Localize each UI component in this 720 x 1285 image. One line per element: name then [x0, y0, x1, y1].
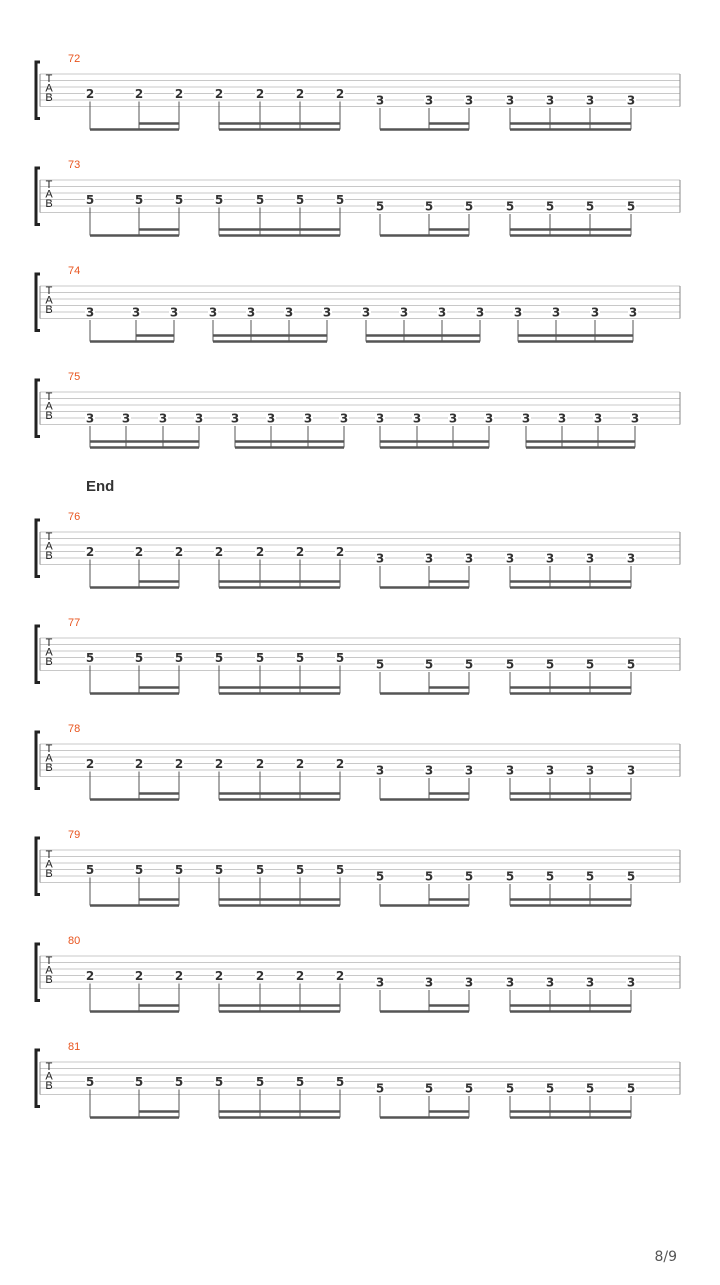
fret-number: 5: [134, 651, 144, 665]
tab-clef-letter: T: [45, 73, 53, 85]
fret-number: 3: [505, 551, 515, 566]
fret-number: 3: [322, 305, 332, 320]
tab-clef-letter: B: [45, 410, 53, 422]
fret-number: 3: [464, 975, 474, 990]
fret-number: 3: [375, 411, 385, 426]
fret-number: 3: [545, 551, 555, 566]
fret-number: 3: [626, 551, 636, 566]
fret-number: 5: [545, 657, 555, 672]
fret-number: 5: [295, 193, 305, 207]
tab-clef-letter: A: [45, 82, 53, 95]
fret-number: 3: [424, 551, 434, 566]
fret-number: 3: [85, 411, 95, 426]
page-number: 8/9: [654, 1249, 677, 1265]
fret-number: 3: [585, 763, 595, 778]
fret-number: 3: [131, 305, 141, 320]
tab-clef-letter: T: [45, 955, 53, 967]
section-label-end: End: [86, 478, 115, 495]
fret-number: 2: [255, 545, 265, 559]
fret-number: 5: [335, 651, 345, 665]
fret-number: 3: [375, 551, 385, 566]
tab-clef-letter: A: [45, 858, 53, 871]
fret-number: 5: [464, 199, 474, 214]
fret-number: 2: [134, 757, 144, 771]
tab-clef-letter: B: [45, 762, 53, 774]
tab-clef-letter: A: [45, 646, 53, 659]
fret-number: 5: [626, 869, 636, 884]
staff-bracket: [36, 62, 40, 119]
fret-number: 3: [464, 93, 474, 108]
tab-clef-letter: T: [45, 531, 53, 543]
fret-number: 5: [505, 199, 515, 214]
fret-number: 5: [626, 657, 636, 672]
fret-number: 2: [295, 87, 305, 101]
fret-number: 2: [295, 545, 305, 559]
fret-number: 2: [214, 757, 224, 771]
measure-number: 75: [68, 371, 81, 383]
fret-number: 3: [375, 93, 385, 108]
fret-number: 5: [295, 863, 305, 877]
fret-number: 2: [134, 87, 144, 101]
fret-number: 5: [505, 869, 515, 884]
fret-number: 3: [557, 411, 567, 426]
staff-bracket: [36, 520, 40, 577]
measure-number: 81: [68, 1041, 81, 1053]
fret-number: 3: [412, 411, 422, 426]
fret-number: 5: [255, 1075, 265, 1089]
fret-number: 5: [134, 193, 144, 207]
measure-number: 79: [68, 829, 81, 841]
fret-number: 2: [174, 757, 184, 771]
measure-number: 77: [68, 617, 81, 629]
staff-bracket: [36, 1050, 40, 1107]
fret-number: 5: [85, 651, 95, 665]
fret-number: 2: [214, 969, 224, 983]
fret-number: 3: [361, 305, 371, 320]
measure-number: 76: [68, 511, 81, 523]
fret-number: 5: [424, 657, 434, 672]
tab-clef-letter: B: [45, 868, 53, 880]
fret-number: 5: [335, 1075, 345, 1089]
fret-number: 3: [375, 763, 385, 778]
fret-number: 5: [545, 199, 555, 214]
staff-bracket: [36, 380, 40, 437]
fret-number: 5: [134, 863, 144, 877]
staff-bracket: [36, 274, 40, 331]
fret-number: 5: [295, 651, 305, 665]
fret-number: 3: [230, 411, 240, 426]
tab-clef-letter: B: [45, 304, 53, 316]
fret-number: 3: [464, 551, 474, 566]
fret-number: 2: [85, 969, 95, 983]
fret-number: 5: [464, 869, 474, 884]
tab-clef-letter: A: [45, 964, 53, 977]
tab-clef-letter: T: [45, 637, 53, 649]
fret-number: 5: [424, 1081, 434, 1096]
fret-number: 5: [214, 651, 224, 665]
fret-number: 3: [424, 763, 434, 778]
fret-number: 3: [424, 93, 434, 108]
fret-number: 5: [134, 1075, 144, 1089]
fret-number: 2: [255, 87, 265, 101]
measure-number: 78: [68, 723, 81, 735]
fret-number: 5: [85, 193, 95, 207]
fret-number: 5: [214, 1075, 224, 1089]
fret-number: 3: [545, 975, 555, 990]
fret-number: 2: [255, 757, 265, 771]
fret-number: 2: [85, 757, 95, 771]
fret-number: 3: [513, 305, 523, 320]
fret-number: 3: [266, 411, 276, 426]
fret-number: 3: [630, 411, 640, 426]
fret-number: 3: [284, 305, 294, 320]
fret-number: 2: [335, 545, 345, 559]
fret-number: 2: [335, 757, 345, 771]
fret-number: 2: [85, 545, 95, 559]
fret-number: 2: [214, 545, 224, 559]
fret-number: 5: [375, 1081, 385, 1096]
fret-number: 2: [255, 969, 265, 983]
tab-clef-letter: B: [45, 198, 53, 210]
fret-number: 2: [295, 969, 305, 983]
fret-number: 3: [585, 975, 595, 990]
tab-clef-letter: B: [45, 1080, 53, 1092]
fret-number: 3: [399, 305, 409, 320]
tab-clef-letter: A: [45, 1070, 53, 1083]
fret-number: 2: [134, 969, 144, 983]
tab-clef-letter: T: [45, 849, 53, 861]
tab-clef-letter: B: [45, 974, 53, 986]
fret-number: 3: [593, 411, 603, 426]
fret-number: 5: [85, 863, 95, 877]
fret-number: 3: [158, 411, 168, 426]
fret-number: 3: [194, 411, 204, 426]
fret-number: 3: [303, 411, 313, 426]
fret-number: 5: [585, 1081, 595, 1096]
fret-number: 5: [545, 869, 555, 884]
fret-number: 3: [505, 93, 515, 108]
staff-bracket: [36, 944, 40, 1001]
tab-clef-letter: T: [45, 285, 53, 297]
fret-number: 3: [437, 305, 447, 320]
fret-number: 3: [590, 305, 600, 320]
tab-clef-letter: T: [45, 391, 53, 403]
fret-number: 5: [214, 193, 224, 207]
fret-number: 3: [475, 305, 485, 320]
fret-number: 3: [626, 763, 636, 778]
fret-number: 3: [169, 305, 179, 320]
tab-clef-letter: A: [45, 752, 53, 765]
fret-number: 3: [521, 411, 531, 426]
fret-number: 5: [255, 193, 265, 207]
fret-number: 2: [335, 969, 345, 983]
measure-number: 72: [68, 53, 81, 65]
fret-number: 3: [246, 305, 256, 320]
fret-number: 5: [375, 869, 385, 884]
tab-clef-letter: A: [45, 188, 53, 201]
staff-bracket: [36, 168, 40, 225]
fret-number: 3: [85, 305, 95, 320]
fret-number: 5: [255, 651, 265, 665]
fret-number: 3: [545, 763, 555, 778]
fret-number: 2: [134, 545, 144, 559]
tab-clef-letter: T: [45, 1061, 53, 1073]
tab-clef-letter: B: [45, 656, 53, 668]
tab-clef-letter: B: [45, 92, 53, 104]
fret-number: 5: [585, 199, 595, 214]
fret-number: 5: [585, 657, 595, 672]
fret-number: 3: [505, 975, 515, 990]
fret-number: 5: [174, 863, 184, 877]
fret-number: 2: [295, 757, 305, 771]
fret-number: 3: [551, 305, 561, 320]
staff-bracket: [36, 626, 40, 683]
fret-number: 2: [214, 87, 224, 101]
fret-number: 5: [464, 657, 474, 672]
fret-number: 5: [174, 193, 184, 207]
fret-number: 3: [585, 93, 595, 108]
fret-number: 5: [295, 1075, 305, 1089]
tab-clef-letter: T: [45, 743, 53, 755]
fret-number: 5: [464, 1081, 474, 1096]
fret-number: 3: [208, 305, 218, 320]
fret-number: 2: [174, 87, 184, 101]
fret-number: 5: [424, 869, 434, 884]
fret-number: 2: [174, 545, 184, 559]
fret-number: 5: [335, 863, 345, 877]
fret-number: 5: [85, 1075, 95, 1089]
measure-number: 73: [68, 159, 81, 171]
measure-number: 80: [68, 935, 81, 947]
fret-number: 3: [121, 411, 131, 426]
fret-number: 3: [585, 551, 595, 566]
fret-number: 5: [174, 1075, 184, 1089]
fret-number: 5: [255, 863, 265, 877]
fret-number: 3: [545, 93, 555, 108]
fret-number: 3: [626, 975, 636, 990]
staff-bracket: [36, 732, 40, 789]
fret-number: 3: [339, 411, 349, 426]
fret-number: 5: [375, 199, 385, 214]
fret-number: 5: [424, 199, 434, 214]
fret-number: 3: [626, 93, 636, 108]
fret-number: 3: [628, 305, 638, 320]
fret-number: 2: [335, 87, 345, 101]
tab-clef-letter: T: [45, 179, 53, 191]
fret-number: 5: [375, 657, 385, 672]
fret-number: 2: [85, 87, 95, 101]
fret-number: 3: [424, 975, 434, 990]
fret-number: 5: [174, 651, 184, 665]
fret-number: 3: [448, 411, 458, 426]
fret-number: 2: [174, 969, 184, 983]
fret-number: 5: [505, 657, 515, 672]
fret-number: 5: [626, 1081, 636, 1096]
fret-number: 3: [484, 411, 494, 426]
measure-number: 74: [68, 265, 81, 277]
fret-number: 5: [214, 863, 224, 877]
fret-number: 3: [375, 975, 385, 990]
fret-number: 3: [464, 763, 474, 778]
tab-clef-letter: A: [45, 294, 53, 307]
fret-number: 5: [626, 199, 636, 214]
tab-clef-letter: A: [45, 540, 53, 553]
staff-bracket: [36, 838, 40, 895]
tab-clef-letter: A: [45, 400, 53, 413]
fret-number: 5: [335, 193, 345, 207]
fret-number: 3: [505, 763, 515, 778]
fret-number: 5: [585, 869, 595, 884]
fret-number: 5: [545, 1081, 555, 1096]
fret-number: 5: [505, 1081, 515, 1096]
tab-clef-letter: B: [45, 550, 53, 562]
